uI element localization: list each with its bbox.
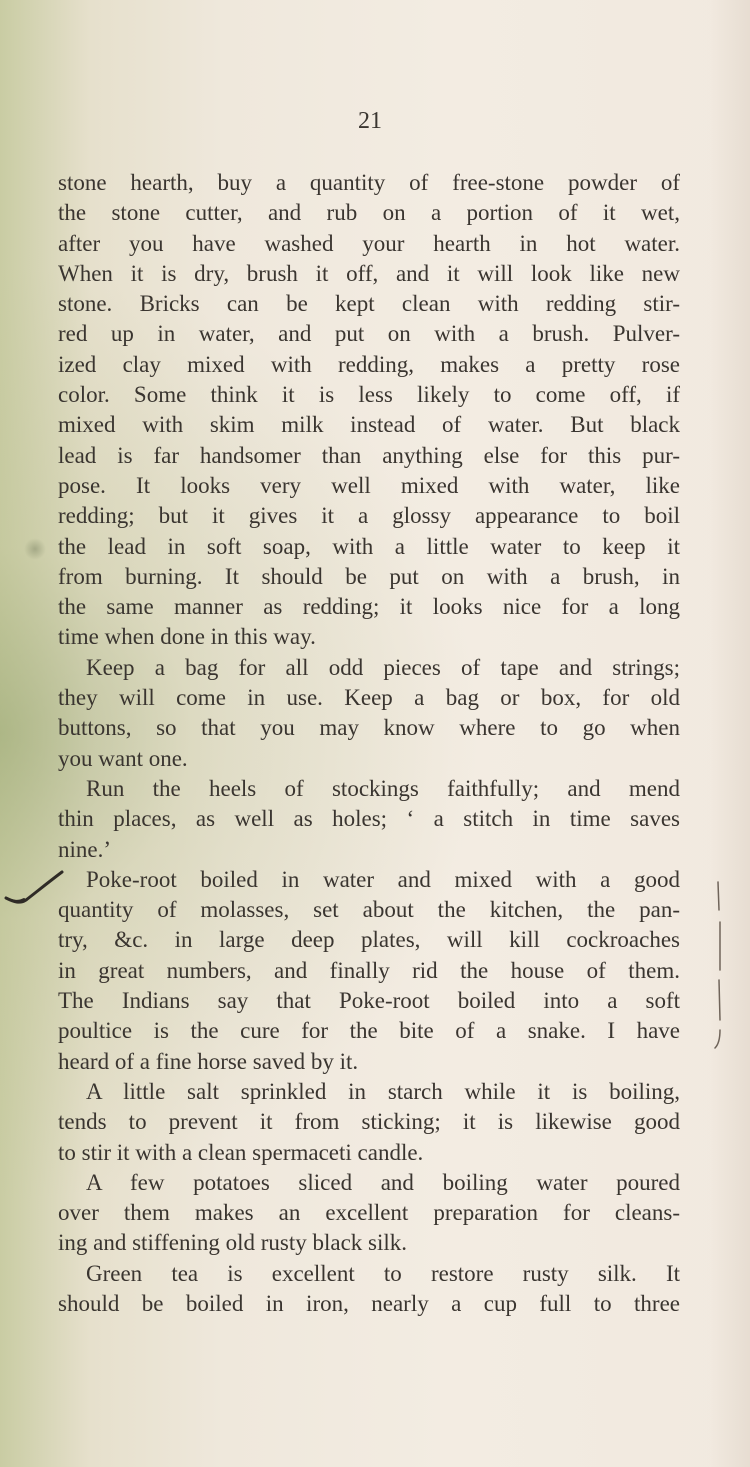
- text-line: red up in water, and put on with a brush. Pulver-: [58, 321, 680, 347]
- page-text: [58, 168, 680, 1319]
- text-line: redding; but it gives it a glossy appearance to boil: [58, 503, 680, 529]
- text-line: after you have washed your hearth in hot water.: [58, 230, 680, 256]
- text-line: try, &c. in large deep plates, will kill cockroaches: [58, 927, 680, 953]
- text-line: color. Some think it is less likely to come off, if: [58, 382, 680, 408]
- text-line: Run the heels of stockings faithfully; and mend: [86, 775, 680, 801]
- text-line: The Indians say that Poke-root boiled into a soft: [58, 988, 680, 1014]
- text-line: heard of a fine horse saved by it.: [58, 1048, 359, 1074]
- text-line: should be boiled in iron, nearly a cup full to three: [58, 1290, 680, 1316]
- text-line: thin places, as well as holes; ‘ a stitch in time saves: [58, 806, 680, 832]
- text-line: ized clay mixed with redding, makes a pretty rose: [58, 351, 680, 377]
- text-line: Poke-root boiled in water and mixed with a good: [86, 866, 680, 892]
- text-line: When it is dry, brush it off, and it will look like new: [58, 260, 680, 286]
- text-line: tends to prevent it from sticking; it is likewise good: [58, 1109, 680, 1135]
- text-line: the lead in soft soap, with a little water to keep it: [58, 533, 680, 559]
- text-line: the stone cutter, and rub on a portion of it wet,: [58, 200, 680, 226]
- handwritten-checkmark-icon: [4, 868, 66, 908]
- text-line: A few potatoes sliced and boiling water poured: [86, 1169, 680, 1195]
- text-line: you want one.: [58, 745, 188, 771]
- text-line: from burning. It should be put on with a brush, in: [58, 563, 680, 589]
- text-line: Keep a bag for all odd pieces of tape and strings;: [86, 654, 680, 680]
- text-line: time when done in this way.: [58, 624, 316, 650]
- text-line: mixed with skim milk instead of water. But black: [58, 412, 680, 438]
- text-line: quantity of molasses, set about the kitchen, the pan-: [58, 897, 680, 923]
- text-line: ing and stiffening old rusty black silk.: [58, 1230, 408, 1256]
- text-line: stone. Bricks can be kept clean with redding stir-: [58, 291, 680, 317]
- text-line: lead is far handsomer than anything else for this pur-: [58, 442, 680, 468]
- text-line: stone hearth, buy a quantity of free-stone powder of: [58, 170, 680, 195]
- text-line: poultice is the cure for the bite of a snake. I have: [58, 1018, 680, 1044]
- ink-blot: [24, 538, 46, 560]
- text-line: the same manner as redding; it looks nice for a long: [58, 594, 680, 620]
- page-number: 21: [358, 108, 382, 134]
- text-line: they will come in use. Keep a bag or box, for old: [58, 685, 680, 711]
- text-line: nine.’: [58, 836, 112, 862]
- text-line: pose. It looks very well mixed with water, like: [58, 472, 680, 498]
- text-line: in great numbers, and finally rid the house of them.: [58, 957, 680, 983]
- text-line: to stir it with a clean spermaceti candle.: [58, 1139, 424, 1165]
- margin-bracket-mark: [712, 880, 728, 1050]
- text-line: A little salt sprinkled in starch while it is boiling,: [86, 1078, 680, 1104]
- text-line: buttons, so that you may know where to go when: [58, 715, 680, 741]
- text-line: Green tea is excellent to restore rusty silk. It: [86, 1260, 680, 1286]
- text-line: over them makes an excellent preparation for cleans-: [58, 1200, 680, 1226]
